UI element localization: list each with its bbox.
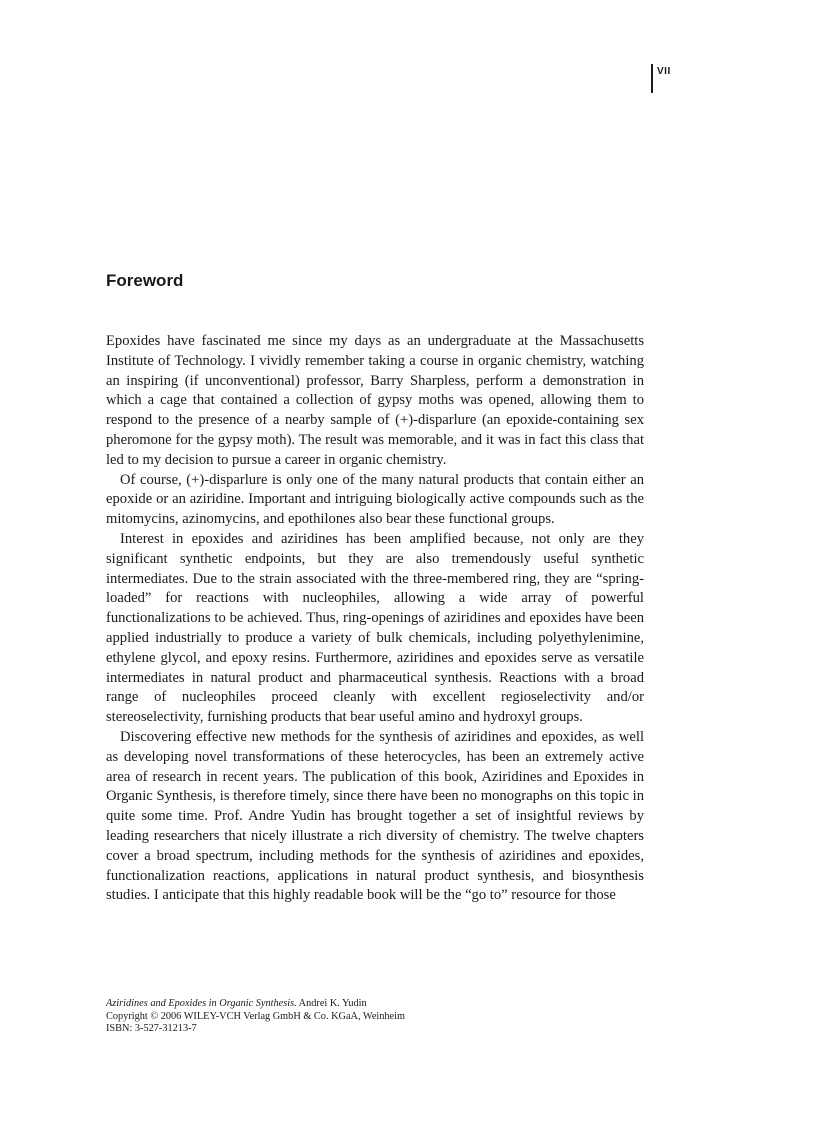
page-number-marker — [651, 64, 671, 93]
book-title: Aziridines and Epoxides in Organic Synthesis. — [106, 998, 297, 1009]
copyright-line: Copyright © 2006 WILEY-VCH Verlag GmbH & Co. KGaA, Weinheim — [106, 1010, 405, 1022]
paragraph-3: Interest in epoxides and aziridines has been amplified because, not only are they significant synthetic endpoints, but they are also tremendously useful synthetic intermediates. Due to the strain associated with the three-membered ring, they are “spring-loaded” for reactions with nucleophiles, allowing a wide array of powerful functionalizations to be achieved. Thus, ring-openings of aziridines and epoxides have been applied industrially to produce a variety of bulk chemicals, including polyethylenimine, ethylene glycol, and epoxy resins. Furthermore, aziridines and epoxides serve as versatile intermediates in natural product and pharmaceutical synthesis. Reactions with a broad range of nucleophiles proceed cleanly with excellent regioselectivity and/or stereoselectivity, furnishing products that bear useful amino and hydroxyl groups. — [106, 530, 644, 726]
page-number: VII — [657, 66, 671, 77]
paragraph-2: Of course, (+)-disparlure is only one of the many natural products that contain either an epoxide or an aziridine. Important and intriguing biologically active compounds such as the mitomycins, azinomycins, and epothilones also bear these functional groups. — [106, 471, 644, 528]
paragraph-1: Epoxides have fascinated me since my days as an undergraduate at the Massachusetts Institute of Technology. I vividly remember taking a course in organic chemistry, watching an inspiring (if unconventional) professor, Barry Sharpless, perform a demonstration in which a cage that contained a collection of gypsy moths was opened, allowing them to respond to the presence of a nearby sample of (+)-disparlure (an epoxide-containing sex pheromone for the gypsy moth). The result was memorable, and it was in fact this class that led to my decision to pursue a career in organic chemistry. — [106, 333, 644, 468]
citation-line — [106, 998, 646, 1011]
book-author: Andrei K. Yudin — [296, 998, 367, 1009]
isbn-line: ISBN: 3-527-31213-7 — [106, 1023, 197, 1035]
paragraph-4: Discovering effective new methods for the synthesis of aziridines and epoxides, as well as developing novel transformations of these heterocycles, has been an extremely active area of research in recent years. The publication of this book, Aziridines and Epoxides in Organic Synthesis, is therefore timely, since there have been no monographs on this topic in quite some time. Prof. Andre Yudin has brought together a set of insightful reviews by leading researchers that nicely illustrate a rich diversity of chemistry. The twelve chapters cover a broad spectrum, including methods for the synthesis of aziridines and epoxides, functionalization reactions, applications in natural product synthesis, and biosynthesis studies. I anticipate that this highly readable book will be the “go to” resource for those — [106, 728, 644, 904]
copyright-footer — [106, 998, 646, 1036]
foreword-body — [106, 332, 644, 906]
page-title: Foreword — [106, 271, 184, 290]
